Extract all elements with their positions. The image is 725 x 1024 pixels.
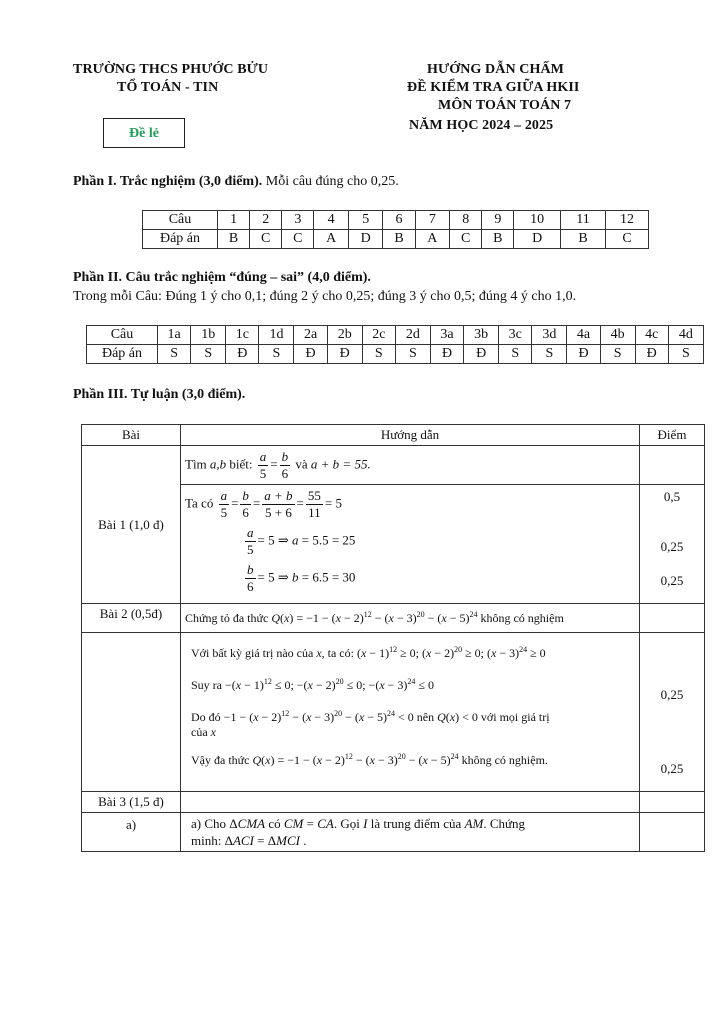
question-cell: 3 [282,211,314,230]
bai1-solution [181,485,640,604]
answer-cell: S [362,345,395,364]
answer-cell: S [532,345,567,364]
part1-note: Mỗi câu đúng cho 0,25. [262,174,399,189]
row-label-answer: Đáp án [143,230,218,249]
bai1-task-vars: a,b [209,455,227,471]
bai2-task-score [640,604,705,633]
question-cell: 2d [395,326,430,345]
bai2-solution [181,633,640,792]
question-cell: 3a [430,326,463,345]
question-cell: 6 [383,211,415,230]
part2-heading: Phần II. Câu trắc nghiệm “đúng – sai” (4,0 điểm). [73,270,371,285]
question-cell: 3d [532,326,567,345]
part3-heading: Phần III. Tự luận (3,0 điểm). [73,387,246,402]
question-cell: 2c [362,326,395,345]
answer-cell: Đ [430,345,463,364]
question-cell: 10 [514,211,561,230]
col-header-score: Điểm [640,425,705,446]
department-name: TỔ TOÁN - TIN [117,80,219,95]
school-year: NĂM HỌC 2024 – 2025 [409,118,554,133]
answer-cell: C [250,230,282,249]
bai2-line1: Với bất kỳ giá trị nào của x, ta có: $(x - 1)^{12} \ge 0$; $(x - 2)^{20} \ge 0$; $(x - 3)^{24} \ge 0$ [191,645,546,660]
answer-cell: Đ [294,345,327,364]
question-cell: 4d [668,326,703,345]
bai2-line2: Suy ra $-(x - 1)^{12} \le 0$; $-(x - 2)^{20} \le 0$; $-(x - 3)^{24} \le 0$ [191,677,435,692]
answer-cell: B [218,230,250,249]
answer-cell: S [158,345,191,364]
bai2-task-prefix: Chứng tỏ đa thức [185,611,269,625]
score: 0,5 [663,489,681,504]
question-cell: 12 [606,211,649,230]
bai2-task: Chứng tỏ đa thức $Q(x) = -1 - (x - 2)^{12} - (x - 3)^{20} - (x - 5)^{24}$ không có nghiệm [181,604,640,633]
bai1-step3: $\frac{b}{6}$ = 5 ⇒ b = 6.5 = 30 [247,562,356,594]
score: 0,25 [660,573,684,588]
row-label-question: Câu [87,326,158,345]
bai3-guide-empty [181,792,640,813]
bai3-part-a-label: a) [82,813,181,852]
answer-cell: A [415,230,450,249]
bai2-scores [640,633,705,792]
question-cell: 8 [450,211,482,230]
bai2-label: Bài 2 (0,5đ) [82,604,181,633]
score: 0,25 [660,687,684,702]
bai3-label: Bài 3 (1,5 đ) [82,792,181,813]
question-cell: 1b [191,326,226,345]
answer-cell: A [314,230,349,249]
subject-title: MÔN TOÁN TOÁN 7 [438,98,572,113]
question-cell: 1c [226,326,259,345]
part2-note: Trong mỗi Câu: Đúng 1 ý cho 0,1; đúng 2 ý cho 0,25; đúng 3 ý cho 0,5; đúng 4 ý cho 1,0. [73,289,577,304]
part1-answer-table [142,210,649,249]
question-cell: 9 [482,211,514,230]
part1-heading-line [73,174,399,190]
question-cell: 5 [348,211,383,230]
bai2-line3: Do đó $-1 - (x - 2)^{12} - (x - 3)^{20} - (x - 5)^{24} < 0$ nên Q(x) < 0 với mọi giá trị của x [191,709,550,739]
part1-heading: Phần I. Trắc nghiệm (3,0 điểm). [73,174,263,189]
bai1-task-prefix: Tìm [185,455,207,471]
answer-cell: Đ [464,345,499,364]
bai2-empty-cell [82,633,181,792]
exam-title: ĐỀ KIỂM TRA GIỮA HKII [407,80,580,95]
bai3-part-a-score [640,813,705,852]
answer-cell: S [395,345,430,364]
school-name: TRƯỜNG THCS PHƯỚC BỬU [73,62,269,77]
bai1-task-and: và [295,455,308,471]
question-cell: 4 [314,211,349,230]
score: 0,25 [660,761,684,776]
question-cell: 1a [158,326,191,345]
question-cell: 7 [415,211,450,230]
answer-cell: S [600,345,635,364]
bai1-step1-prefix: Ta có [185,495,214,511]
answer-cell: D [348,230,383,249]
bai3-score-empty [640,792,705,813]
question-cell: 4a [567,326,600,345]
fraction-a-over-5: $\frac{a}{5}$ [259,448,267,481]
answer-cell: C [450,230,482,249]
question-cell: 2a [294,326,327,345]
col-header-guide: Hướng dẫn [181,425,640,446]
exam-version-badge: Đề lẻ [103,118,185,148]
answer-cell: B [383,230,415,249]
answer-cell: Đ [226,345,259,364]
question-cell: 2 [250,211,282,230]
question-cell: 1 [218,211,250,230]
answer-cell: Đ [635,345,668,364]
answer-cell: S [499,345,532,364]
answer-cell: S [191,345,226,364]
score: 0,25 [660,539,684,554]
question-cell: 2b [327,326,362,345]
answer-cell: Đ [567,345,600,364]
bai1-task-score [640,446,705,485]
bai2-line4: Vậy đa thức $Q(x) = -1 - (x - 2)^{12} - (x - 3)^{20} - (x - 5)^{24}$ không có nghiệm. [191,752,548,767]
question-cell: 1d [259,326,294,345]
bai1-label: Bài 1 (1,0 đ) [82,446,181,604]
bai1-task-eq: a + b = 55. [310,455,371,471]
part3-grading-table [81,424,705,852]
answer-cell: S [668,345,703,364]
fraction-b-over-6: $\frac{b}{6}$ [281,448,289,481]
answer-cell: B [482,230,514,249]
bai1-step1: Ta có $\frac{a}{5}$ = $\frac{b}{6}$ = $\frac{a + b}{5 + 6}$ = $\frac{55}{11}$ = 5 [185,488,342,520]
row-label-answer: Đáp án [87,345,158,364]
part2-answer-table [86,325,704,364]
answer-cell: S [259,345,294,364]
question-cell: 3c [499,326,532,345]
answer-cell: D [514,230,561,249]
question-cell: 4b [600,326,635,345]
row-label-question: Câu [143,211,218,230]
bai1-scores [640,485,705,604]
bai1-task: Tìm a,b biết: $\frac{a}{5}$ = $\frac{b}{6}$ và a + b = 55. [181,446,640,485]
answer-cell: C [606,230,649,249]
question-cell: 11 [560,211,605,230]
bai1-step2: $\frac{a}{5}$ = 5 ⇒ a = 5.5 = 25 [247,525,356,557]
bai1-task-mid: biết: [229,455,253,471]
question-cell: 3b [464,326,499,345]
bai3-part-a-task: a) Cho ΔCMA có CM = CA. Gọi I là trung điểm của AM. Chứng minh: ΔACI = ΔMCI . [181,813,640,852]
answer-cell: B [560,230,605,249]
col-header-problem: Bài [82,425,181,446]
answer-cell: C [282,230,314,249]
question-cell: 4c [635,326,668,345]
bai2-task-suffix: không có nghiệm [480,611,564,625]
doc-title: HƯỚNG DẪN CHẤM [427,62,564,77]
answer-cell: Đ [327,345,362,364]
